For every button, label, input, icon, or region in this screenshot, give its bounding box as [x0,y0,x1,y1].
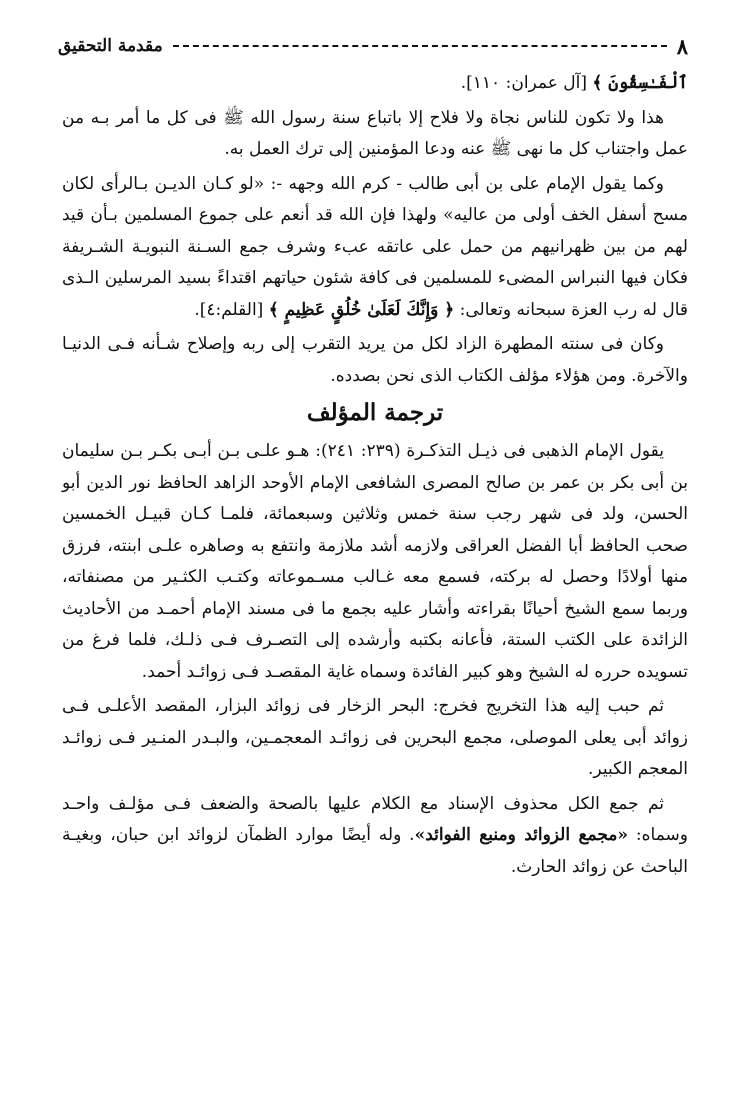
section-title: ترجمة المؤلف [306,399,444,426]
verse-reference-qalam: [القلم:٤]. [194,299,269,320]
paragraph-sunnah: هذا ولا تكون للناس نجاة ولا فلاح إلا باتباع سنة رسول الله ﷺ فى كل ما أمر بـه من عمل واجتناب كل ما نهى ﷺ عنه ودعا المؤمنين إلى ترك العمل به. [62,107,688,159]
paragraph-ali-quote [62,169,688,327]
paragraph-majma [62,789,688,884]
paragraph-dhahabi: يقول الإمام الذهبى فى ذيـل التذكـرة (٢٣٩: ٢٤١): هـو علـى بـن أبـى بكـر بـن سليمان بن أبى بكر بن عمر بن صالح المصرى الشافعى الإمام الأوحد الزاهد الحافظ نور الدين أبو الحسن، ولد فى شهر رجب سنة خمس وثلاثين وسبعمائة، فلمـا كـان قبيـل الخمسين صحب الحافظ أبا الفضل العراقى ولازمه أشد ملازمة وانتفع به وصاهره علـى ابنته، فرزق منها أولادًا وحصل له بركته، فسمع معه غـالب مسـموعاته وكتـب الكثـير من مصنفاته، وربما سمع الشيخ أحيانًا بقراءته وأشار عليه بجمع ما فى مسند الإمام أحمـد من الأحاديث الزائدة على الكتب الستة، فأعانه بكتبه وأرشده إلى التصـرف فـى ذلـك، فلما فرغ من تسويده حرره له الشيخ وهو كبير الفائدة وسماه غاية المقصـد فـى زوائـد أحمد. [62,441,688,682]
page-header [58,28,688,64]
header-dashed-rule [173,45,667,47]
paragraph-majma-rest: . وله أيضًا موارد الظمآن لزوائد ابن حبان، وبغيـة الباحث عن زوائد الحارث. [62,825,688,877]
paragraph-takhrij: ثم حبب إليه هذا التخريج فخرج: البحر الزخار فى زوائد البزار، المقصد الأعلـى فـى زوائد أبى يعلى الموصلى، مجمع البحرين فى زوائـد المعجمـين، والبـدر المنـير فـى زوائـد المعجم الكبير. [62,696,688,779]
paragraph-author-intro: وكان فى سنته المطهرة الزاد لكل من يريد التقرب إلى ربه وإصلاح شـأنه فـى الدنيـا والآخرة. ومن هؤلاء مؤلف الكتاب الذى نحن بصدده. [62,334,688,386]
quran-verse-qalam: ﴿ وَإِنَّكَ لَعَلَىٰ خُلُقٍ عَظِيمٍ ﴾ [268,299,455,320]
page-number: ٨ [676,33,688,59]
quran-verse-ending: ٱلْفَـٰسِقُونَ ﴾ [592,73,688,93]
paragraph-ali-text: وكما يقول الإمام على بن أبى طالب - كرم الله وجهه -: «لو كـان الديـن بـالرأى لكان مسح أسفل الخف أولى من عاليه» ولهذا فإن الله قد أنعم على جموع المسلمين بـأن قيد لهم من بين ظهرانيهم من حمل على عاتقه عبء وشرف جمع السـنة النبويـة الشـريفة فكان فيها النبراس المضىء للمسلمين فى كافة شئون حياتهم اقتداءً بسيد المرسلين الـذى قال له رب العزة سبحانه وتعالى: [62,173,688,320]
verse-reference: [آل عمران: ١١٠]. [460,73,593,93]
running-title: مقدمة التحقيق [58,36,163,56]
book-title-majma: «مجمع الزوائد ومنبع الفوائد» [414,825,629,845]
paragraph-majma-intro: ثم جمع الكل محذوف الإسناد مع الكلام عليها بالصحة والضعف فـى مؤلـف واحـد وسماه: [62,793,688,845]
page-body [62,68,688,886]
paragraph-quran-ending [62,68,688,100]
